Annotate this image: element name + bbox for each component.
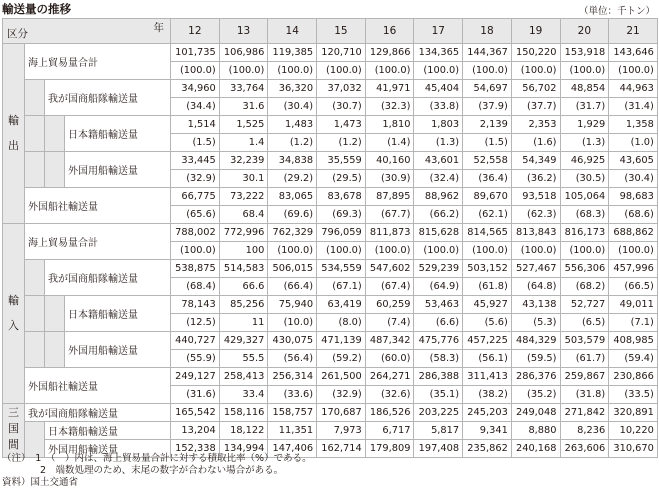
transport-volume-table (2, 18, 658, 458)
value-cell: 100 (219, 242, 268, 260)
value-cell: 1.4 (219, 134, 268, 152)
note-1: （注） 1 （ ）内は、海上貿易量合計に対する積取比率（%）である。 (2, 453, 312, 464)
value-cell: 186,526 (365, 404, 414, 422)
category-label: 区分 (7, 28, 28, 40)
value-cell: 240,168 (511, 440, 560, 458)
value-cell: 119,385 (268, 44, 317, 62)
value-cell: 1,810 (365, 116, 414, 134)
value-cell: (37.7) (511, 98, 560, 116)
value-cell: (7.4) (365, 314, 414, 332)
value-cell: 2,139 (463, 116, 512, 134)
value-cell: (65.6) (171, 206, 220, 224)
table-row (3, 368, 658, 386)
value-cell: 197,408 (414, 440, 463, 458)
row-label: 我が国商船隊輸送量 (45, 260, 171, 296)
value-cell: 75,940 (268, 296, 317, 314)
value-cell: 816,173 (560, 224, 609, 242)
row-label: 日本籍船輸送量 (45, 422, 171, 440)
value-cell: 34,960 (171, 80, 220, 98)
value-cell: 179,809 (365, 440, 414, 458)
value-cell: 68.4 (219, 206, 268, 224)
value-cell: 5,817 (414, 422, 463, 440)
value-cell: (36.2) (511, 170, 560, 188)
row-label: 外国船社輸送量 (25, 368, 171, 404)
table-row (3, 224, 658, 242)
value-cell: 129,866 (365, 44, 414, 62)
value-cell: 815,628 (414, 224, 463, 242)
value-cell: (31.6) (171, 386, 220, 404)
header-row (3, 19, 658, 44)
value-cell: (100.0) (171, 242, 220, 260)
table-row (3, 152, 658, 170)
row-label: 日本籍船輸送量 (65, 116, 171, 152)
year-header: 16 (365, 19, 414, 44)
value-cell: 261,500 (317, 368, 366, 386)
value-cell: (1.2) (268, 134, 317, 152)
value-cell: (100.0) (317, 62, 366, 80)
value-cell: (12.5) (171, 314, 220, 332)
value-cell: 440,727 (171, 332, 220, 350)
row-label: 外国用船輸送量 (65, 152, 171, 188)
row-label: 海上貿易量合計 (25, 44, 171, 80)
value-cell: 7,973 (317, 422, 366, 440)
value-cell: (30.9) (365, 170, 414, 188)
value-cell: 147,406 (268, 440, 317, 458)
value-cell: (38.2) (463, 386, 512, 404)
value-cell: 762,329 (268, 224, 317, 242)
value-cell: (34.4) (171, 98, 220, 116)
value-cell: 2,353 (511, 116, 560, 134)
value-cell: (100.0) (268, 62, 317, 80)
value-cell: 134,365 (414, 44, 463, 62)
value-cell: (36.4) (463, 170, 512, 188)
value-cell: 547,602 (365, 260, 414, 278)
value-cell: (100.0) (317, 242, 366, 260)
value-cell: (62.3) (511, 206, 560, 224)
value-cell: (100.0) (171, 62, 220, 80)
value-cell: 52,558 (463, 152, 512, 170)
value-cell: (100.0) (609, 242, 658, 260)
value-cell: 788,002 (171, 224, 220, 242)
value-cell: 538,875 (171, 260, 220, 278)
indent-cell (25, 152, 45, 188)
value-cell: (100.0) (560, 242, 609, 260)
year-header: 12 (171, 19, 220, 44)
value-cell: 813,843 (511, 224, 560, 242)
value-cell: (35.1) (414, 386, 463, 404)
table-row (3, 80, 658, 98)
value-cell: (59.4) (609, 350, 658, 368)
indent-cell (25, 296, 45, 332)
value-cell: 811,873 (365, 224, 414, 242)
value-cell: 457,225 (463, 332, 512, 350)
value-cell: (68.4) (171, 278, 220, 296)
value-cell: 30.1 (219, 170, 268, 188)
value-cell: 31.6 (219, 98, 268, 116)
value-cell: 484,329 (511, 332, 560, 350)
value-cell: 52,727 (560, 296, 609, 314)
value-cell: 11,351 (268, 422, 317, 440)
value-cell: 37,032 (317, 80, 366, 98)
value-cell: 264,271 (365, 368, 414, 386)
value-cell: 43,601 (414, 152, 463, 170)
value-cell: (60.0) (365, 350, 414, 368)
value-cell: 40,160 (365, 152, 414, 170)
value-cell: (67.7) (365, 206, 414, 224)
row-label: 我が国商船隊輸送量 (45, 80, 171, 116)
value-cell: 8,236 (560, 422, 609, 440)
value-cell: (30.5) (560, 170, 609, 188)
value-cell: 320,891 (609, 404, 658, 422)
value-cell: 45,404 (414, 80, 463, 98)
value-cell: 106,986 (219, 44, 268, 62)
value-cell: 259,867 (560, 368, 609, 386)
value-cell: (100.0) (219, 62, 268, 80)
value-cell: 471,139 (317, 332, 366, 350)
value-cell: (61.7) (560, 350, 609, 368)
value-cell: 235,862 (463, 440, 512, 458)
value-cell: 44,963 (609, 80, 658, 98)
value-cell: 256,314 (268, 368, 317, 386)
value-cell: 43,138 (511, 296, 560, 314)
value-cell: (10.0) (268, 314, 317, 332)
unit-label: （単位：千トン） (578, 6, 655, 17)
value-cell: (29.2) (268, 170, 317, 188)
indent-cell (25, 80, 45, 116)
value-cell: (68.6) (609, 206, 658, 224)
value-cell: 796,059 (317, 224, 366, 242)
value-cell: (32.9) (317, 386, 366, 404)
value-cell: (7.1) (609, 314, 658, 332)
section-label-yushutsu (3, 44, 25, 224)
year-header: 21 (609, 19, 658, 44)
value-cell: 88,962 (414, 188, 463, 206)
value-cell: 48,854 (560, 80, 609, 98)
value-cell: (69.3) (317, 206, 366, 224)
value-cell: (61.8) (463, 278, 512, 296)
indent-cell (25, 260, 45, 296)
value-cell: 503,152 (463, 260, 512, 278)
value-cell: (100.0) (414, 242, 463, 260)
value-cell: 45,927 (463, 296, 512, 314)
table-row (3, 404, 658, 422)
value-cell: (31.8) (560, 386, 609, 404)
value-cell: (35.2) (511, 386, 560, 404)
value-cell: 6,717 (365, 422, 414, 440)
value-cell: (67.4) (365, 278, 414, 296)
table-row (3, 116, 658, 134)
indent-cell (45, 332, 65, 368)
value-cell: 66,775 (171, 188, 220, 206)
table-title: 輸送量の推移 (2, 2, 71, 16)
section-text: 輸入 (8, 294, 19, 332)
value-cell: (67.1) (317, 278, 366, 296)
value-cell: 105,064 (560, 188, 609, 206)
value-cell: (59.2) (317, 350, 366, 368)
year-header: 17 (414, 19, 463, 44)
year-header: 15 (317, 19, 366, 44)
value-cell: 1,803 (414, 116, 463, 134)
section-label-yunyu (3, 224, 25, 404)
value-cell: 150,220 (511, 44, 560, 62)
value-cell: (68.3) (560, 206, 609, 224)
value-cell: (56.1) (463, 350, 512, 368)
value-cell: 144,367 (463, 44, 512, 62)
value-cell: 310,670 (609, 440, 658, 458)
value-cell: 56,702 (511, 80, 560, 98)
indent-cell (45, 152, 65, 188)
value-cell: (1.5) (171, 134, 220, 152)
value-cell: 46,925 (560, 152, 609, 170)
value-cell: (5.6) (463, 314, 512, 332)
section-text: 三国間 (8, 406, 19, 451)
table-row (3, 422, 658, 440)
value-cell: 13,204 (171, 422, 220, 440)
value-cell: (100.0) (463, 62, 512, 80)
table-body (3, 44, 658, 458)
value-cell: (58.3) (414, 350, 463, 368)
value-cell: (100.0) (365, 242, 414, 260)
value-cell: 53,463 (414, 296, 463, 314)
year-header: 13 (219, 19, 268, 44)
year-label: 年 (153, 22, 164, 34)
value-cell: 286,376 (511, 368, 560, 386)
value-cell: 503,579 (560, 332, 609, 350)
year-header: 18 (463, 19, 512, 44)
source-note: 資料）国土交通省 (2, 477, 79, 488)
value-cell: 506,015 (268, 260, 317, 278)
row-label: 外国船社輸送量 (25, 188, 171, 224)
note-2: 2 端数処理のため、末尾の数字が合わない場合がある。 (2, 465, 284, 476)
value-cell: (1.3) (414, 134, 463, 152)
value-cell: 18,122 (219, 422, 268, 440)
table-row (3, 332, 658, 350)
value-cell: (33.6) (268, 386, 317, 404)
year-header: 20 (560, 19, 609, 44)
value-cell: 11 (219, 314, 268, 332)
value-cell: 245,203 (463, 404, 512, 422)
value-cell: (100.0) (511, 62, 560, 80)
table-row (3, 260, 658, 278)
value-cell: (37.9) (463, 98, 512, 116)
value-cell: 158,116 (219, 404, 268, 422)
indent-cell (45, 116, 65, 152)
value-cell: 143,646 (609, 44, 658, 62)
value-cell: (62.1) (463, 206, 512, 224)
section-text: 輸出 (8, 114, 19, 152)
value-cell: 249,048 (511, 404, 560, 422)
value-cell: 230,866 (609, 368, 658, 386)
value-cell: 170,687 (317, 404, 366, 422)
value-cell: (32.9) (171, 170, 220, 188)
value-cell: (32.4) (414, 170, 463, 188)
value-cell: 120,710 (317, 44, 366, 62)
row-label: 我が国商船隊輸送量 (25, 404, 171, 422)
value-cell: (8.0) (317, 314, 366, 332)
value-cell: (68.2) (560, 278, 609, 296)
value-cell: 311,413 (463, 368, 512, 386)
value-cell: 98,683 (609, 188, 658, 206)
value-cell: 60,259 (365, 296, 414, 314)
value-cell: 73,222 (219, 188, 268, 206)
row-label: 外国用船輸送量 (65, 332, 171, 368)
value-cell: 527,467 (511, 260, 560, 278)
value-cell: (5.3) (511, 314, 560, 332)
value-cell: (1.0) (609, 134, 658, 152)
value-cell: 263,606 (560, 440, 609, 458)
value-cell: 1,525 (219, 116, 268, 134)
indent-cell (25, 332, 45, 368)
row-label: 外国用船輸送量 (45, 440, 171, 458)
value-cell: (66.5) (609, 278, 658, 296)
value-cell: 43,605 (609, 152, 658, 170)
value-cell: (32.6) (365, 386, 414, 404)
value-cell: 9,341 (463, 422, 512, 440)
value-cell: 429,327 (219, 332, 268, 350)
value-cell: (31.4) (609, 98, 658, 116)
value-cell: 772,996 (219, 224, 268, 242)
value-cell: (55.9) (171, 350, 220, 368)
value-cell: (1.3) (560, 134, 609, 152)
value-cell: (30.4) (268, 98, 317, 116)
value-cell: 529,239 (414, 260, 463, 278)
table-row (3, 44, 658, 62)
row-label: 海上貿易量合計 (25, 224, 171, 260)
value-cell: (30.7) (317, 98, 366, 116)
value-cell: (30.4) (609, 170, 658, 188)
indent-cell (45, 296, 65, 332)
value-cell: 408,985 (609, 332, 658, 350)
value-cell: (33.8) (414, 98, 463, 116)
table-row (3, 188, 658, 206)
indent-cell (25, 116, 45, 152)
value-cell: 33,445 (171, 152, 220, 170)
value-cell: 688,862 (609, 224, 658, 242)
value-cell: 34,838 (268, 152, 317, 170)
value-cell: 271,842 (560, 404, 609, 422)
value-cell: (100.0) (560, 62, 609, 80)
value-cell: (64.8) (511, 278, 560, 296)
value-cell: (100.0) (414, 62, 463, 80)
value-cell: (100.0) (511, 242, 560, 260)
value-cell: (100.0) (268, 242, 317, 260)
value-cell: 534,559 (317, 260, 366, 278)
value-cell: (29.5) (317, 170, 366, 188)
value-cell: 66.6 (219, 278, 268, 296)
value-cell: 165,542 (171, 404, 220, 422)
year-header: 19 (511, 19, 560, 44)
value-cell: 1,514 (171, 116, 220, 134)
value-cell: (59.5) (511, 350, 560, 368)
value-cell: 514,583 (219, 260, 268, 278)
value-cell: 134,994 (219, 440, 268, 458)
value-cell: 153,918 (560, 44, 609, 62)
value-cell: 162,714 (317, 440, 366, 458)
value-cell: (100.0) (365, 62, 414, 80)
value-cell: 63,419 (317, 296, 366, 314)
value-cell: 1,473 (317, 116, 366, 134)
value-cell: 457,996 (609, 260, 658, 278)
value-cell: 54,349 (511, 152, 560, 170)
value-cell: 33.4 (219, 386, 268, 404)
value-cell: 152,338 (171, 440, 220, 458)
table-row (3, 296, 658, 314)
value-cell: (1.5) (463, 134, 512, 152)
value-cell: 158,757 (268, 404, 317, 422)
value-cell: 475,776 (414, 332, 463, 350)
value-cell: 101,735 (171, 44, 220, 62)
value-cell: (66.4) (268, 278, 317, 296)
value-cell: (32.3) (365, 98, 414, 116)
value-cell: 83,678 (317, 188, 366, 206)
value-cell: 89,670 (463, 188, 512, 206)
value-cell: 814,565 (463, 224, 512, 242)
value-cell: 258,413 (219, 368, 268, 386)
value-cell: 556,306 (560, 260, 609, 278)
value-cell: 430,075 (268, 332, 317, 350)
value-cell: (100.0) (609, 62, 658, 80)
value-cell: 35,559 (317, 152, 366, 170)
value-cell: 249,127 (171, 368, 220, 386)
year-header: 14 (268, 19, 317, 44)
value-cell: 10,220 (609, 422, 658, 440)
value-cell: 83,065 (268, 188, 317, 206)
value-cell: (64.9) (414, 278, 463, 296)
value-cell: 78,143 (171, 296, 220, 314)
value-cell: 49,011 (609, 296, 658, 314)
value-cell: 54,697 (463, 80, 512, 98)
value-cell: 203,225 (414, 404, 463, 422)
value-cell: 1,483 (268, 116, 317, 134)
value-cell: (31.7) (560, 98, 609, 116)
value-cell: 41,971 (365, 80, 414, 98)
value-cell: 85,256 (219, 296, 268, 314)
value-cell: (1.2) (317, 134, 366, 152)
value-cell: 1,929 (560, 116, 609, 134)
value-cell: 33,764 (219, 80, 268, 98)
value-cell: 487,342 (365, 332, 414, 350)
header-corner (3, 19, 171, 44)
value-cell: (66.2) (414, 206, 463, 224)
value-cell: 93,518 (511, 188, 560, 206)
value-cell: 55.5 (219, 350, 268, 368)
value-cell: (1.6) (511, 134, 560, 152)
value-cell: 286,388 (414, 368, 463, 386)
value-cell: 8,880 (511, 422, 560, 440)
value-cell: (6.6) (414, 314, 463, 332)
value-cell: 32,239 (219, 152, 268, 170)
row-label: 日本籍船輸送量 (65, 296, 171, 332)
value-cell: (1.4) (365, 134, 414, 152)
section-label-sangokukan (3, 404, 25, 458)
value-cell: 87,895 (365, 188, 414, 206)
value-cell: 1,358 (609, 116, 658, 134)
value-cell: (56.4) (268, 350, 317, 368)
value-cell: (6.5) (560, 314, 609, 332)
value-cell: (100.0) (463, 242, 512, 260)
value-cell: (33.5) (609, 386, 658, 404)
value-cell: 36,320 (268, 80, 317, 98)
value-cell: (69.6) (268, 206, 317, 224)
